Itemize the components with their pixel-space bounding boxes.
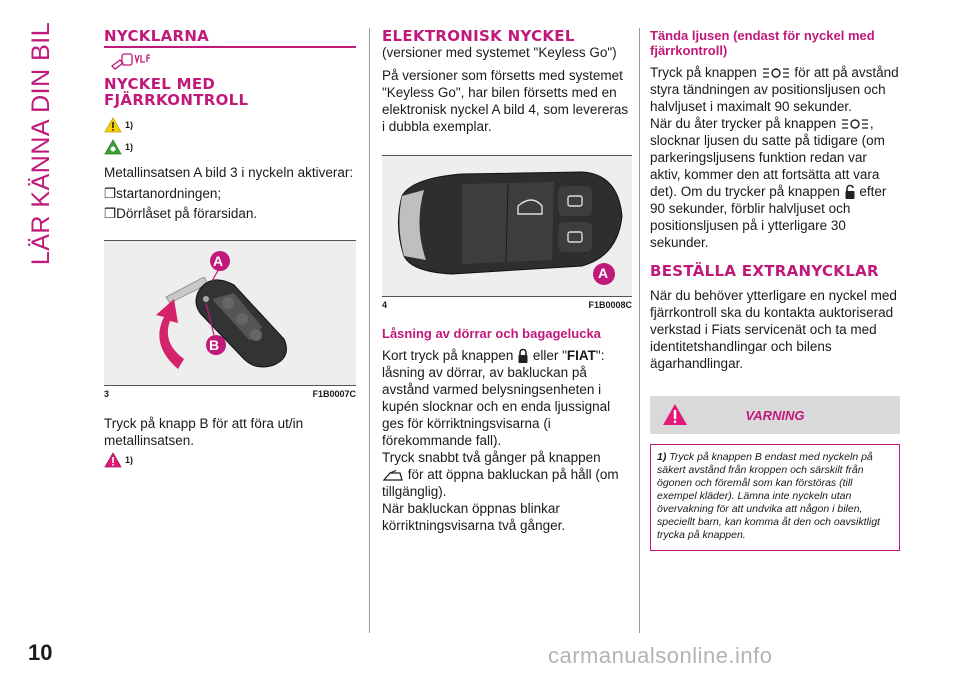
- tailgate-text-a: Tryck snabbt två gånger på knappen: [382, 450, 601, 466]
- side-chapter-title: [8, 21, 76, 265]
- bullet-glyph: ❒: [104, 186, 117, 201]
- figure-4: [382, 155, 632, 310]
- section-title-keys: NYCKLARNA: [104, 27, 210, 45]
- lock-icon: [517, 348, 529, 364]
- figure-4-caption: [382, 296, 632, 310]
- figure-label-a: A: [213, 253, 224, 269]
- bullet-text: startanordningen;: [116, 186, 222, 201]
- page-number: 10: [28, 640, 53, 665]
- figure-number: 4: [382, 300, 388, 310]
- environment-reference: [104, 136, 356, 158]
- locking-text-a: Kort tryck på knappen: [382, 348, 514, 363]
- warning-triangle-icon: [104, 117, 122, 133]
- warning-header: [650, 396, 900, 434]
- warning-ref-number: 1): [125, 120, 134, 130]
- tailgate-paragraph: [382, 449, 632, 500]
- figure-label-a: A: [598, 265, 609, 281]
- figure-number: 3: [104, 389, 110, 399]
- warning-triangle-icon: [104, 452, 122, 468]
- warning-title: VARNING: [745, 407, 805, 423]
- column-divider-2: [639, 28, 640, 633]
- warning-text: Tryck på knappen B endast med nyckeln på säkert avstånd från kroppen och särskilt från ögonen och föremål som kan förstöras (till exempel kläder). Lämna inte nyckeln utan övervakning för att undvika att någon i bilen, speciellt barn, kan komma åt den och oavsiktligt trycka på knappen.: [657, 451, 880, 542]
- after-figure-paragraph: Tryck på knapp B för att föra ut/in metallinsatsen.: [104, 416, 304, 448]
- intro-paragraph: Metallinsatsen A bild 3 i nyckeln aktiverar:: [104, 165, 354, 180]
- column-divider-1: [369, 28, 370, 633]
- warning-reference: [104, 114, 356, 136]
- fiat-button-label: FIAT: [566, 348, 596, 363]
- electronic-key-illustration: [382, 156, 632, 296]
- bullet-text: Dörrlåset på förarsidan.: [116, 206, 258, 221]
- figure-code: F1B0008C: [588, 300, 632, 310]
- warning-reference-2: [104, 449, 356, 471]
- figure-code: F1B0007C: [312, 389, 356, 399]
- electronic-key-intro: På versioner som försetts med systemet "Keyless Go", har bilen försetts med en elektronisk nyckel A bild 4, som levereras i dubbla exemplar.: [382, 68, 629, 134]
- section-title-electronic-key: ELEKTRONISK NYCKEL: [382, 27, 575, 45]
- lights-text-b: för att på avstånd styra tändningen av positionsljusen och halvljuset i maximalt 90 sekunder.: [650, 65, 899, 114]
- column-keys: [104, 28, 356, 471]
- bullet-glyph: ❒: [104, 206, 117, 221]
- warning-ref-number: 1): [657, 451, 667, 464]
- title-rule: [104, 46, 356, 48]
- warning-triangle-icon: [662, 403, 688, 426]
- key-icon: [110, 52, 356, 72]
- column-lights: [650, 28, 900, 551]
- warning-box: [650, 396, 900, 551]
- lights-section-title: Tända ljusen (endast för nyckel med fjärrkontroll): [650, 28, 875, 58]
- figure-3: [104, 240, 356, 399]
- locking-section-title: Låsning av dörrar och bagagelucka: [382, 326, 601, 341]
- lights-text-c: När du åter trycker på knappen: [650, 116, 837, 131]
- tailgate-text-b: för att öppna bakluckan på håll (om tillgänglig).: [382, 467, 619, 500]
- locking-paragraph: [382, 347, 632, 449]
- locking-text-b: eller ": [532, 348, 567, 363]
- side-chapter-title-text: LÄR KÄNNA DIN BIL: [27, 21, 56, 265]
- lights-paragraph-1: [650, 64, 900, 115]
- tailgate-icon: [382, 470, 404, 482]
- environment-ref-number: 1): [125, 142, 134, 152]
- lights-text-e: efter 90 sekunder, förblir halvljuset och positionsljusen på i ytterligare 30 sekunder.: [650, 184, 887, 251]
- figure-4-image: [382, 155, 632, 296]
- remote-key-illustration: [104, 241, 356, 385]
- electronic-key-subtitle: (versioner med systemet "Keyless Go"): [382, 45, 617, 60]
- order-keys-title: BESTÄLLA EXTRANYCKLAR: [650, 262, 879, 281]
- subsection-title-remote-key: NYCKEL MED FJÄRRKONTROLL: [104, 75, 249, 109]
- environment-triangle-icon: [104, 139, 122, 155]
- bullet-item-2: [104, 205, 356, 222]
- locking-text-c: ": låsning av dörrar, av bakluckan på avstånd varmed belysningsenheten i kupén slocknar och en enda ljussignal ges för körriktningsvisarna (i förekommande fall).: [382, 348, 611, 449]
- lights-text-a: Tryck på knappen: [650, 65, 757, 80]
- figure-3-image: [104, 240, 356, 385]
- warning-ref-number: 1): [125, 455, 134, 465]
- figure-3-caption: [104, 385, 356, 399]
- unlock-icon: [844, 184, 856, 200]
- warning-body: [650, 444, 900, 551]
- column-electronic-key: [382, 28, 632, 534]
- tailgate-blink-paragraph: När bakluckan öppnas blinkar körriktningsvisarna två gånger.: [382, 501, 566, 534]
- lights-paragraph-2: [650, 115, 900, 251]
- order-keys-paragraph: När du behöver ytterligare en nyckel med fjärrkontroll ska du kontakta auktoriserad verkstad i Fiats servicenät och ta med identitetshandlingar och bilens ägarhandlingar.: [650, 288, 897, 372]
- figure-label-b: B: [209, 337, 220, 353]
- lights-text-d: , slocknar ljusen du satte på tidigare (om parkeringsljusens funktion redan var aktiv, kommer den att fortsätta att vara det). Om du trycker på knappen: [650, 116, 885, 199]
- watermark: carmanualsonline.info: [548, 643, 773, 668]
- bullet-item-1: [104, 185, 356, 202]
- headlight-icon: [761, 66, 791, 80]
- headlight-icon: [840, 117, 870, 131]
